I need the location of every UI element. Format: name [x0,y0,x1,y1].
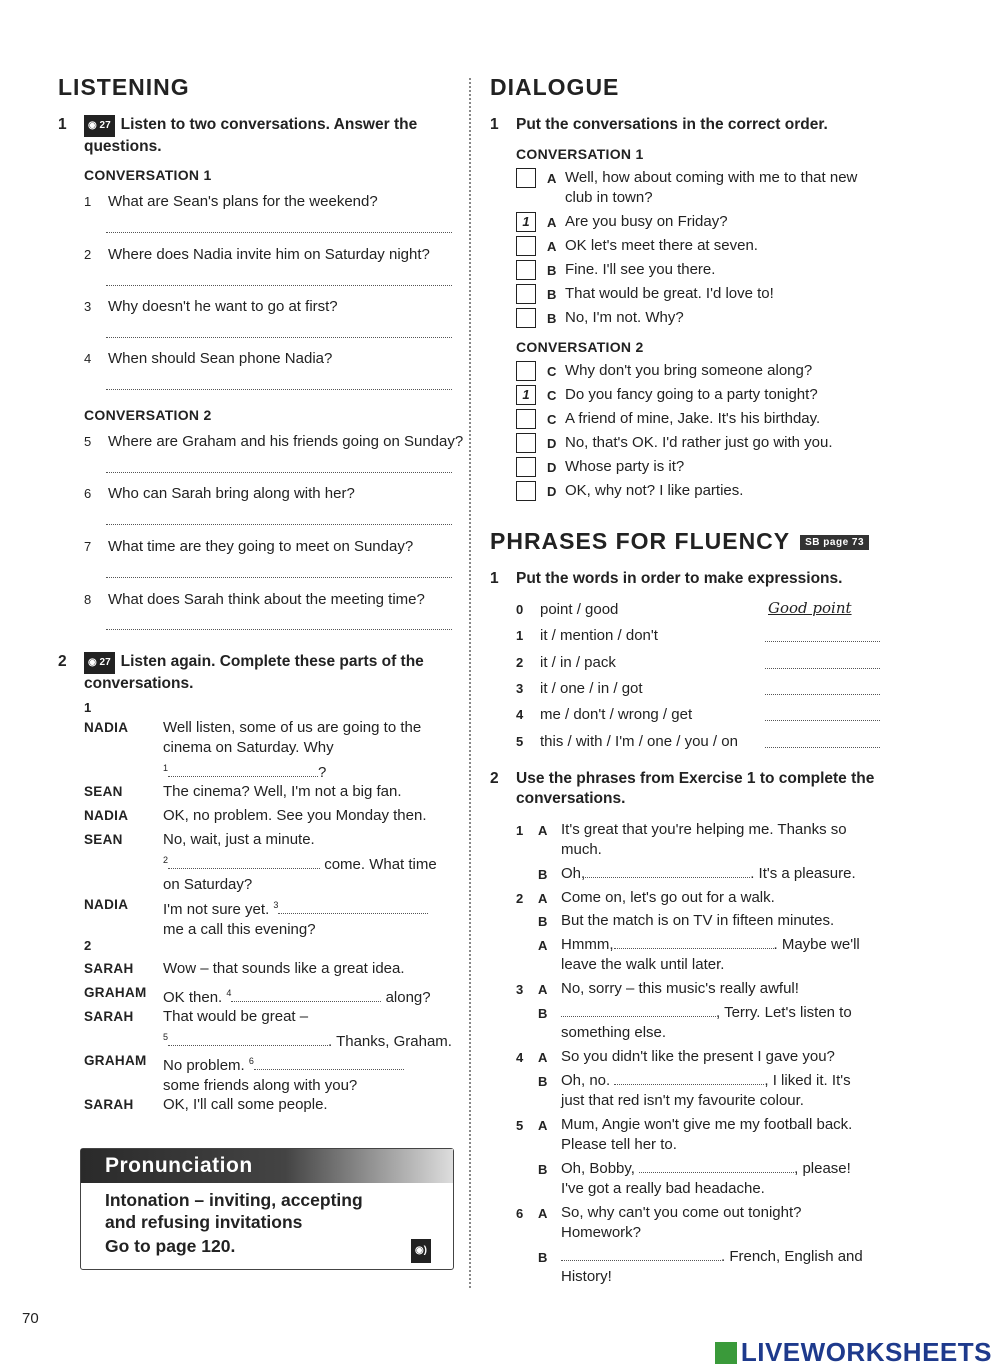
conv2-line-b: But the match is on TV in fifteen minutes. [561,912,835,929]
speaker-nadia: NADIA [84,897,129,912]
pronunciation-goto: Go to page 120. ◉) [105,1235,429,1257]
audio-icon[interactable]: ◉) [411,1239,431,1263]
conv5-line-b: Oh, Bobby, , please! I've got a really bad headache. [561,1160,851,1197]
answer-line-7[interactable] [106,577,452,578]
speaker-sarah: SARAH [84,961,134,976]
conversation-2-label: CONVERSATION 2 [84,407,212,423]
dialogue-line: OK, why not? I like parties. [565,482,744,499]
dialogue-line: No, that's OK. I'd rather just go with you. [565,434,833,451]
speaker-letter: A [538,1206,548,1221]
question-6: 6 Who can Sarah bring along with her? [84,485,355,502]
speaker-letter: B [538,914,548,929]
answer-line-8[interactable] [106,629,452,630]
sarah-line-3: OK, I'll call some people. [163,1096,328,1113]
phrase-item-3: 3 it / one / in / got [516,680,643,697]
speaker-letter: A [547,171,557,186]
speaker-letter: A [547,239,557,254]
conversation-number: 2 [516,891,524,906]
sarah-line-1: Wow – that sounds like a great idea. [163,960,405,977]
conv-gap-2[interactable] [614,948,774,949]
nadia-line-3: I'm not sure yet. $^3$ me a call this evening? [163,895,428,940]
order-box[interactable]: 1 [516,212,536,232]
gap-1[interactable] [168,776,318,777]
dialogue-line: Why don't you bring someone along? [565,362,813,379]
speaker-letter: A [538,1050,548,1065]
listening-ex1-instruction: 1 ◉ 27 Listen to two conversations. Answer the questions. [58,116,418,155]
dialogue-line: Are you busy on Friday? [565,213,728,230]
conversation-number: 4 [516,1050,524,1065]
dialogue-heading: DIALOGUE [490,74,620,100]
answer-line-2[interactable] [106,285,452,286]
brand-logo-icon [715,1342,737,1364]
dialogue-1-number: 1 [84,700,92,715]
listening-heading: LISTENING [58,74,190,100]
sean-line-1: The cinema? Well, I'm not a big fan. [163,783,402,800]
conv-gap-1[interactable] [585,877,750,878]
speaker-letter: B [538,1162,548,1177]
order-box[interactable] [516,361,536,381]
phrase-answer-line-1[interactable] [765,641,880,642]
speaker-letter: B [538,867,548,882]
conv-gap-5[interactable] [639,1172,794,1173]
speaker-letter: B [547,263,557,278]
answer-line-1[interactable] [106,232,452,233]
order-box[interactable]: 1 [516,385,536,405]
dialogue-2-number: 2 [84,938,92,953]
page-number: 70 [22,1310,39,1327]
pronunciation-topic-line-1: Intonation – inviting, accepting [105,1190,363,1210]
phrases-ex2-instruction: 2 Use the phrases from Exercise 1 to complete the conversations. [490,770,875,807]
speaker-letter: B [547,311,557,326]
speaker-letter: B [538,1006,548,1021]
phrase-answer-line-3[interactable] [765,694,880,695]
question-8: 8 What does Sarah think about the meeting time? [84,591,425,608]
question-5: 5 Where are Graham and his friends going on Sunday? [84,433,464,450]
liveworksheets-logo: LIVEWORKSHEETS [715,1337,992,1368]
dialogue-ex1-instruction: 1 Put the conversations in the correct order. [490,116,828,133]
dialogue-line: Whose party is it? [565,458,685,475]
speaker-letter: A [538,982,548,997]
order-box[interactable] [516,409,536,429]
speaker-letter: D [547,484,557,499]
nadia-line-1: Well listen, some of us are going to the cinema on Saturday. Why $^1$ ? [163,719,422,781]
speaker-letter: A [538,891,548,906]
phrase-answer-line-2[interactable] [765,668,880,669]
speaker-letter: A [538,1118,548,1133]
conv6-line-a: So, why can't you come out tonight? Homework? [561,1204,802,1241]
conversation-number: 5 [516,1118,524,1133]
order-box[interactable] [516,433,536,453]
speaker-letter: B [538,1074,548,1089]
dialogue-line: Well, how about coming with me to that new club in town? [565,169,858,206]
conv-gap-6[interactable] [561,1260,721,1261]
gap-4[interactable] [231,1001,381,1002]
pronunciation-title: Pronunciation [81,1149,453,1183]
speaker-nadia: NADIA [84,720,129,735]
conv2-line-c: Hmmm, . Maybe we'll leave the walk until later. [561,936,860,973]
speaker-sarah: SARAH [84,1009,134,1024]
phrase-answer-example: Good point [768,599,852,617]
phrase-item-2: 2 it / in / pack [516,654,616,671]
nadia-line-2: OK, no problem. See you Monday then. [163,807,427,824]
conv-gap-4[interactable] [614,1084,764,1085]
conv6-line-b: . French, English and History! [561,1248,863,1285]
answer-line-4[interactable] [106,389,452,390]
speaker-letter: A [538,938,548,953]
speaker-sean: SEAN [84,784,123,799]
conv1-line-a: It's great that you're helping me. Thanks so much. [561,821,847,858]
order-box[interactable] [516,481,536,501]
phrase-item-4: 4 me / don't / wrong / get [516,706,693,723]
phrases-ex1-instruction: 1 Put the words in order to make expressions. [490,570,843,587]
conv3-line-b: , Terry. Let's listen to something else. [561,1004,852,1041]
speaker-sarah: SARAH [84,1097,134,1112]
dialogue-line: No, I'm not. Why? [565,309,684,326]
speaker-sean: SEAN [84,832,123,847]
column-divider [469,78,471,1288]
conv3-line-a: No, sorry – this music's really awful! [561,980,799,997]
conv5-line-a: Mum, Angie won't give me my football back. Please tell her to. [561,1116,853,1153]
cd-track-icon[interactable]: ◉ 27 [84,652,115,674]
conversation-number: 1 [516,823,524,838]
speaker-letter: D [547,436,557,451]
speaker-nadia: NADIA [84,808,129,823]
phrase-answer-line-5[interactable] [765,747,880,748]
order-box[interactable] [516,457,536,477]
answer-line-6[interactable] [106,524,452,525]
conv1-line-b: Oh, . It's a pleasure. [561,865,856,882]
gap-2[interactable] [168,868,320,869]
speaker-letter: C [547,412,557,427]
phrase-item-5: 5 this / with / I'm / one / you / on [516,733,738,750]
speaker-letter: C [547,364,557,379]
answer-line-5[interactable] [106,472,452,473]
pronunciation-topic-line-2: and refusing invitations [105,1212,303,1232]
order-box[interactable] [516,284,536,304]
dialogue-line: Fine. I'll see you there. [565,261,716,278]
pronunciation-box [80,1148,454,1270]
speaker-letter: C [547,388,557,403]
speaker-graham: GRAHAM [84,1053,147,1068]
speaker-letter: A [547,215,557,230]
conv4-line-b: Oh, no. , I liked it. It's just that red isn't my favourite colour. [561,1072,851,1109]
cd-track-icon[interactable]: ◉ 27 [84,115,115,137]
phrase-answer-line-4[interactable] [765,720,880,721]
answer-line-3[interactable] [106,337,452,338]
dialogue-line: That would be great. I'd love to! [565,285,774,302]
conv4-line-a: So you didn't like the present I gave you? [561,1048,835,1065]
gap-5[interactable] [168,1045,328,1046]
gap-6[interactable] [254,1069,404,1070]
question-3: 3 Why doesn't he want to go at first? [84,298,338,315]
question-1: 1 What are Sean's plans for the weekend? [84,193,378,210]
dialogue-line: OK let's meet there at seven. [565,237,758,254]
graham-line-1: OK then. $^4$ along? [163,988,431,1006]
question-4: 4 When should Sean phone Nadia? [84,350,333,367]
sean-line-2: No, wait, just a minute. $^2$ come. What time on Saturday? [163,831,437,893]
phrase-item-0: 0 point / good Good point [516,599,852,618]
gap-3[interactable] [278,913,428,914]
conversation-number: 3 [516,982,524,997]
dialogue-line: Do you fancy going to a party tonight? [565,386,818,403]
order-box[interactable] [516,168,536,188]
conv2-line-a: Come on, let's go out for a walk. [561,889,775,906]
dialogue-conversation-2-label: CONVERSATION 2 [516,339,644,355]
question-2: 2 Where does Nadia invite him on Saturday night? [84,246,430,263]
speaker-letter: A [538,823,548,838]
listening-ex2-instruction: 2 ◉ 27 Listen again. Complete these parts of the conversations. [58,653,424,692]
speaker-letter: D [547,460,557,475]
phrase-item-1: 1 it / mention / don't [516,627,658,644]
speaker-letter: B [547,287,557,302]
conversation-number: 6 [516,1206,524,1221]
conv-gap-3[interactable] [561,1016,716,1017]
sb-page-badge: SB page 73 [800,535,869,550]
question-7: 7 What time are they going to meet on Sunday? [84,538,414,555]
order-box[interactable] [516,308,536,328]
graham-line-2: No problem. $^6$ some friends along with you? [163,1051,404,1096]
sarah-line-2: That would be great – $^5$ . Thanks, Graham. [163,1008,452,1050]
dialogue-conversation-1-label: CONVERSATION 1 [516,146,644,162]
order-box[interactable] [516,236,536,256]
speaker-letter: B [538,1250,548,1265]
phrases-heading: PHRASES FOR FLUENCY SB page 73 [490,528,869,555]
order-box[interactable] [516,260,536,280]
dialogue-line: A friend of mine, Jake. It's his birthday. [565,410,821,427]
conversation-1-label: CONVERSATION 1 [84,167,212,183]
speaker-graham: GRAHAM [84,985,147,1000]
